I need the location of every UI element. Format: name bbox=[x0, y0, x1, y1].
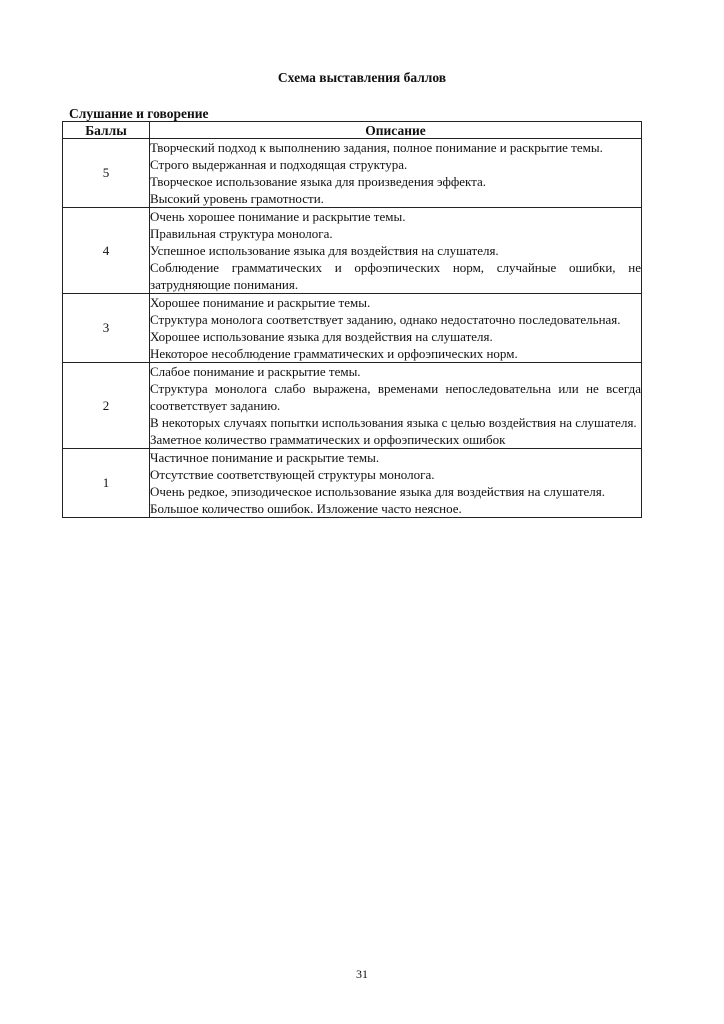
document-title: Схема выставления баллов bbox=[277, 70, 447, 85]
description-line: Структура монолога соответствует заданию, однако недостаточно последовательная. bbox=[150, 312, 621, 327]
description-line: Строго выдержанная и подходящая структура. bbox=[150, 157, 408, 172]
description-line: Творческий подход к выполнению задания, полное понимание и раскрытие темы. bbox=[150, 140, 603, 155]
description-line: Хорошее понимание и раскрытие темы. bbox=[150, 295, 371, 310]
scoring-table bbox=[62, 121, 642, 518]
page-number: 31 bbox=[356, 967, 368, 981]
description-line: Очень хорошее понимание и раскрытие темы. bbox=[150, 209, 406, 224]
description-line: Заметное количество грамматических и орфоэпических ошибок bbox=[150, 432, 506, 447]
description-line: Структура монолога слабо выражена, временами непоследовательна или не всегда соответствует заданию. bbox=[150, 381, 641, 413]
description-cell bbox=[150, 294, 642, 363]
table-row bbox=[63, 139, 642, 208]
description-line: Хорошее использование языка для воздействия на слушателя. bbox=[150, 329, 493, 344]
score-cell: 5 bbox=[63, 139, 150, 208]
section-title: Слушание и говорение bbox=[69, 106, 209, 121]
description-cell bbox=[150, 208, 642, 294]
description-cell bbox=[150, 449, 642, 518]
description-line: Очень редкое, эпизодическое использование языка для воздействия на слушателя. bbox=[150, 484, 606, 499]
score-cell: 3 bbox=[63, 294, 150, 363]
score-cell: 4 bbox=[63, 208, 150, 294]
description-line: Слабое понимание и раскрытие темы. bbox=[150, 364, 361, 379]
description-line: Некоторое несоблюдение грамматических и орфоэпических норм. bbox=[150, 346, 518, 361]
description-line: Соблюдение грамматических и орфоэпических норм, случайные ошибки, не затрудняющие понимания. bbox=[150, 260, 641, 292]
header-score: Баллы bbox=[63, 122, 150, 139]
description-line: В некоторых случаях попытки использования языка с целью воздействия на слушателя. bbox=[150, 415, 637, 430]
description-line: Большое количество ошибок. Изложение часто неясное. bbox=[150, 501, 462, 516]
table-row bbox=[63, 449, 642, 518]
score-cell: 1 bbox=[63, 449, 150, 518]
table-row bbox=[63, 363, 642, 449]
description-line: Успешное использование языка для воздействия на слушателя. bbox=[150, 243, 499, 258]
table-row bbox=[63, 208, 642, 294]
score-cell: 2 bbox=[63, 363, 150, 449]
description-line: Частичное понимание и раскрытие темы. bbox=[150, 450, 380, 465]
header-description: Описание bbox=[150, 122, 642, 139]
description-line: Отсутствие соответствующей структуры монолога. bbox=[150, 467, 435, 482]
description-line: Высокий уровень грамотности. bbox=[150, 191, 324, 206]
description-line: Правильная структура монолога. bbox=[150, 226, 333, 241]
description-cell bbox=[150, 363, 642, 449]
description-line: Творческое использование языка для произведения эффекта. bbox=[150, 174, 487, 189]
table-row bbox=[63, 294, 642, 363]
table-header-row bbox=[63, 122, 642, 139]
description-cell bbox=[150, 139, 642, 208]
